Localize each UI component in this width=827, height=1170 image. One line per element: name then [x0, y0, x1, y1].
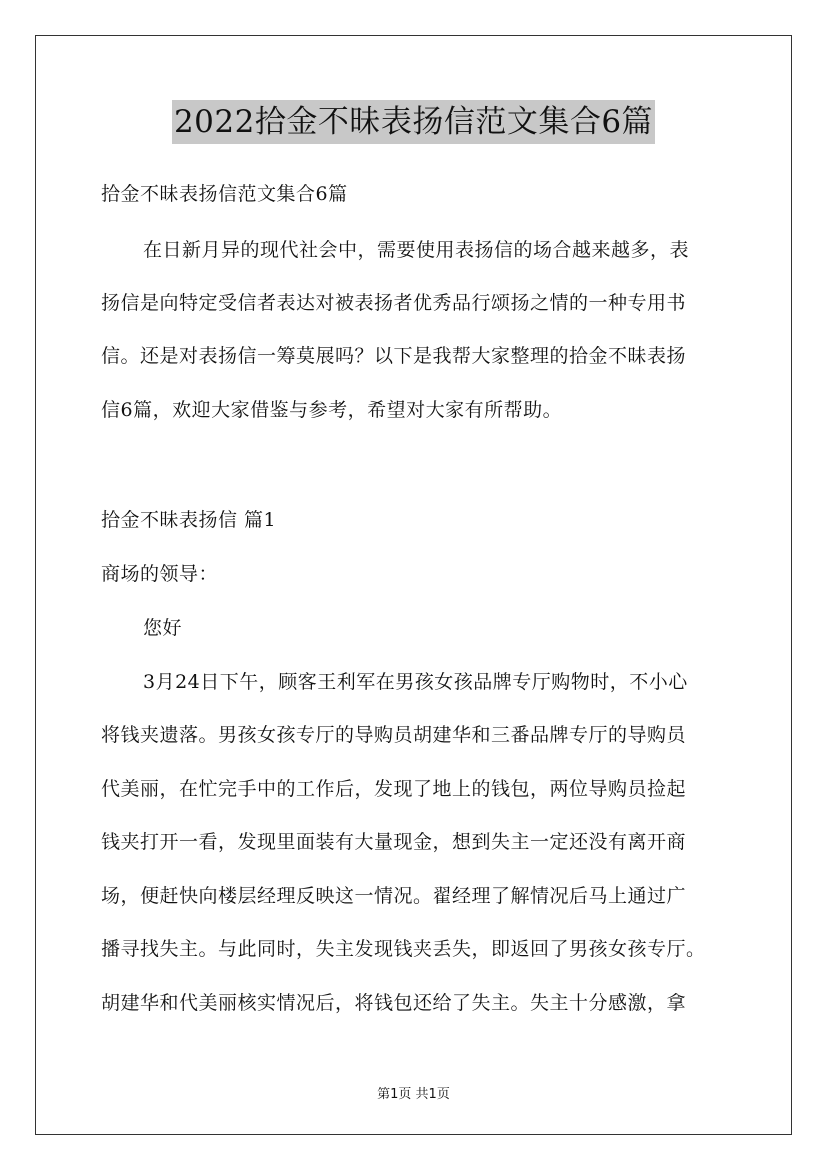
body-line-3: 代美丽，在忙完手中的工作后，发现了地上的钱包，两位导购员捡起	[101, 778, 687, 800]
section-heading: 拾金不昧表扬信 篇1	[101, 509, 277, 531]
title-container	[0, 100, 827, 144]
salutation: 商场的领导：	[101, 563, 219, 585]
document-title: 2022拾金不昧表扬信范文集合6篇	[172, 100, 655, 144]
document-subtitle: 拾金不昧表扬信范文集合6篇	[101, 183, 348, 205]
body-line-1: 3月24日下午，顾客王利军在男孩女孩品牌专厅购物时，不小心	[143, 671, 688, 693]
greeting: 您好	[143, 617, 183, 639]
page-footer: 第1页 共1页	[377, 1087, 450, 1102]
body-line-2: 将钱夹遗落。男孩女孩专厅的导购员胡建华和三番品牌专厅的导购员	[101, 724, 687, 746]
body-line-4: 钱夹打开一看，发现里面装有大量现金，想到失主一定还没有离开商	[101, 831, 687, 853]
body-line-6: 播寻找失主。与此同时，失主发现钱夹丢失，即返回了男孩女孩专厅。	[101, 938, 706, 960]
intro-line-4: 信6篇，欢迎大家借鉴与参考，希望对大家有所帮助。	[101, 399, 563, 421]
intro-line-3: 信。还是对表扬信一筹莫展吗？以下是我帮大家整理的拾金不昧表扬	[101, 345, 687, 367]
intro-line-1: 在日新月异的现代社会中，需要使用表扬信的场合越来越多，表	[143, 239, 690, 261]
body-line-5: 场，便赶快向楼层经理反映这一情况。翟经理了解情况后马上通过广	[101, 885, 687, 907]
intro-line-2: 扬信是向特定受信者表达对被表扬者优秀品行颂扬之情的一种专用书	[101, 292, 687, 314]
body-line-7: 胡建华和代美丽核实情况后，将钱包还给了失主。失主十分感激，拿	[101, 992, 687, 1014]
